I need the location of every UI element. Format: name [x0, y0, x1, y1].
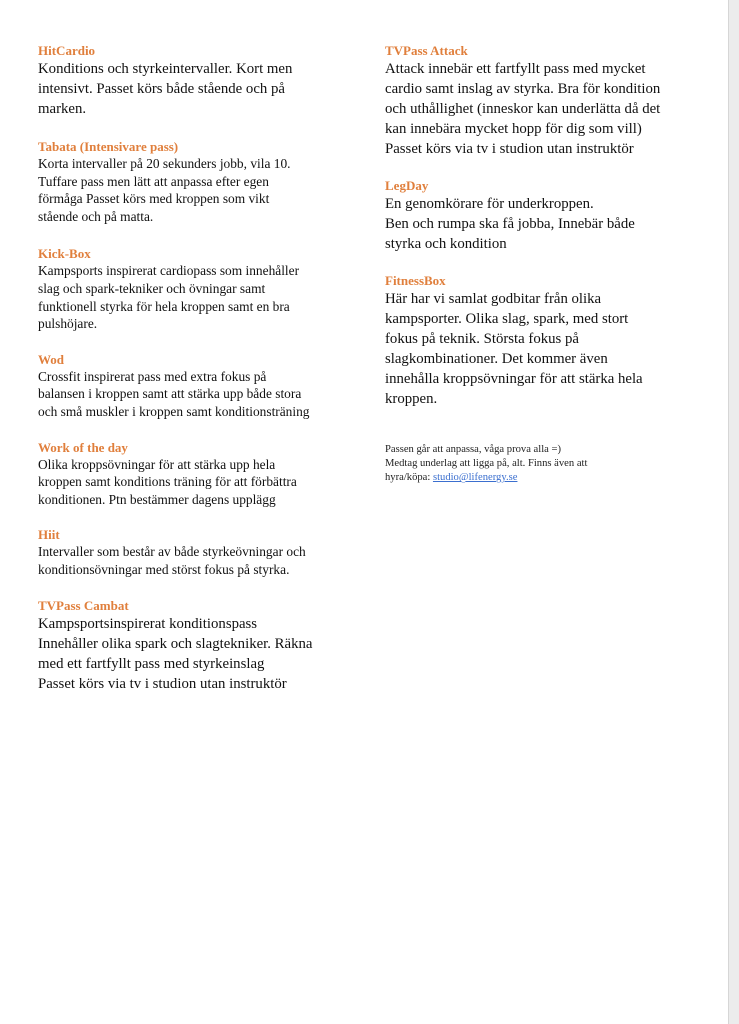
description-line: Crossfit inspirerat pass med extra fokus på [38, 368, 267, 384]
class-description [385, 59, 685, 159]
description-line: funktionell styrka för hela kroppen samt en bra [38, 298, 290, 314]
description-line: En genomkörare för underkroppen. [385, 196, 594, 212]
class-title: Hiit [38, 527, 60, 543]
description-line: pulshöjare. [38, 316, 98, 332]
class-entry-legday [385, 177, 685, 254]
description-line: konditionen. Ptn bestämmer dagens upplägg [38, 491, 276, 507]
class-description [38, 368, 343, 421]
description-line: balansen i kroppen samt att stärka upp både stora [38, 386, 302, 402]
class-entry-hitcardio [38, 42, 343, 119]
right-column [385, 42, 685, 486]
left-column [38, 42, 343, 694]
description-line: Här har vi samlat godbitar från olika [385, 291, 602, 307]
class-entry-wod [38, 351, 343, 421]
description-line: förmåga Passet körs med kroppen som vikt [38, 191, 270, 207]
footnote-line [385, 471, 685, 485]
description-line: Attack innebär ett fartfyllt pass med mycket [385, 61, 646, 77]
class-entry-tabata [38, 138, 343, 225]
class-title: Work of the day [38, 439, 128, 455]
description-line: Kampsportsinspirerat konditionspass [38, 615, 258, 632]
class-title: LegDay [385, 178, 429, 193]
class-entry-work-of-the-day [38, 439, 343, 509]
description-line: stående och på matta. [38, 208, 154, 224]
description-line: Ben och rumpa ska få jobba, Innebär både [385, 216, 635, 232]
class-title: TVPass Cambat [38, 597, 129, 613]
class-description [385, 289, 685, 409]
description-line: Konditions och styrkeintervaller. Kort men [38, 61, 293, 77]
class-description [38, 59, 343, 119]
description-line: cardio samt inslag av styrka. Bra för kondition [385, 81, 661, 97]
footnote-line: Passen går att anpassa, våga prova alla =) [385, 444, 561, 455]
description-line: kan innebära mycket hopp för dig som vill) [385, 121, 642, 137]
description-line: kroppen samt konditions träning för att förbättra [38, 474, 297, 490]
class-description [385, 194, 685, 254]
class-entry-fitnessbox [385, 272, 685, 409]
description-line: med ett fartfyllt pass med styrkeinslag [38, 655, 265, 672]
description-line: och uthållighet (inneskor kan underlätta då det [385, 101, 661, 117]
description-line: Tuffare pass men lätt att anpassa efter egen [38, 173, 269, 189]
description-line: innehålla kroppsövningar för att stärka hela [385, 371, 643, 387]
class-title: Tabata (Intensivare pass) [38, 139, 179, 154]
description-line: fokus på teknik. Största fokus på [385, 331, 579, 347]
description-line: marken. [38, 101, 87, 117]
description-line: kampsporter. Olika slag, spark, med stort [385, 311, 629, 327]
description-line: Passet körs via tv i studion utan instruktör [385, 141, 634, 157]
page-edge [728, 0, 739, 1024]
description-line: slag och spark-tekniker och övningar samt [38, 280, 266, 296]
class-entry-kick-box [38, 245, 343, 332]
class-description [38, 543, 343, 578]
footnote-prefix: hyra/köpa: [385, 472, 433, 484]
description-line: Innehåller olika spark och slagtekniker. Räkna [38, 635, 313, 652]
class-description [38, 155, 343, 225]
class-title: HitCardio [38, 43, 96, 58]
footnote [385, 443, 685, 486]
description-line: Olika kroppsövningar för att stärka upp hela [38, 456, 276, 472]
class-title: FitnessBox [385, 273, 446, 288]
description-line: styrka och kondition [385, 236, 507, 252]
class-description [38, 614, 343, 694]
class-title: Wod [38, 351, 65, 367]
class-entry-hiit [38, 526, 343, 578]
description-line: intensivt. Passet körs både stående och på [38, 81, 285, 97]
class-entry-tvpass-attack [385, 42, 685, 159]
description-line: slagkombinationer. Det kommer även [385, 351, 608, 367]
class-description [38, 262, 343, 332]
description-line: och små muskler i kroppen samt konditionsträning [38, 403, 310, 419]
description-line: kroppen. [385, 391, 438, 407]
class-entry-tvpass-cambat [38, 597, 343, 694]
description-line: Intervaller som består av både styrkeövningar och [38, 544, 306, 560]
footnote-line: Medtag underlag att ligga på, alt. Finns även att [385, 458, 588, 470]
description-line: konditionsövningar med störst fokus på styrka. [38, 561, 290, 577]
email-link[interactable]: studio@lifenergy.se [432, 472, 518, 484]
description-line: Kampsports inspirerat cardiopass som innehåller [38, 263, 300, 279]
class-title: TVPass Attack [385, 43, 468, 58]
class-description [38, 456, 343, 509]
class-title: Kick-Box [38, 246, 91, 262]
description-line: Passet körs via tv i studion utan instruktör [38, 675, 287, 692]
description-line: Korta intervaller på 20 sekunders jobb, vila 10. [38, 156, 291, 171]
